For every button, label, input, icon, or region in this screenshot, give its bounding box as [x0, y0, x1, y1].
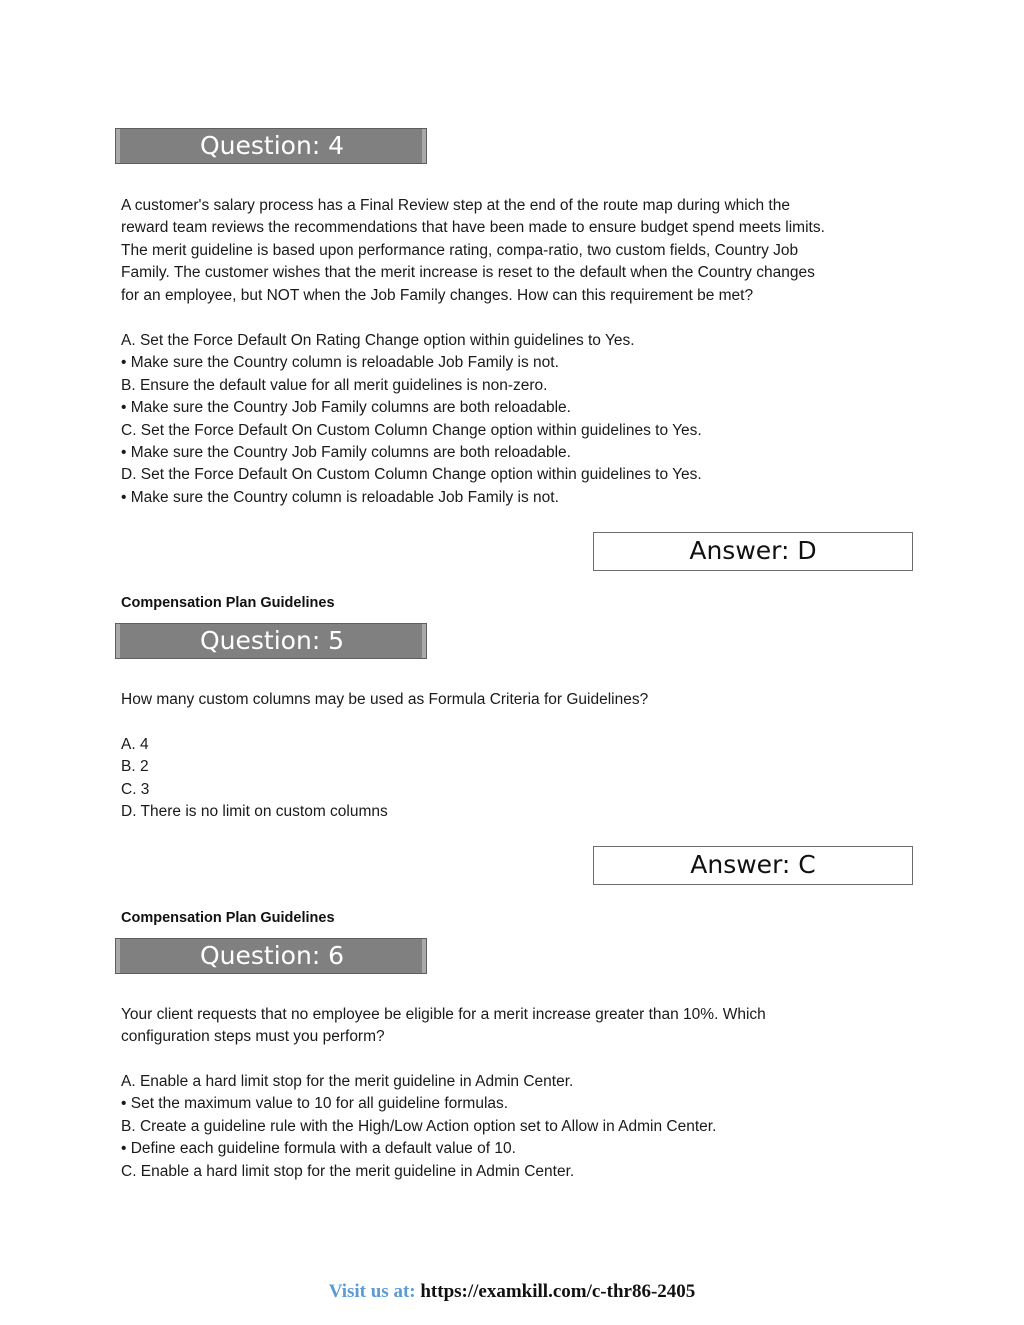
question-4-text [121, 195, 921, 307]
question-5-answer: Answer: C [690, 850, 816, 879]
option-line: • Make sure the Country Job Family columns are both reloadable. [121, 444, 571, 462]
question-text-line: The merit guideline is based upon performance rating, compa-ratio, two custom fields, Country Job [121, 241, 799, 259]
question-6-title: Question: 6 [200, 941, 345, 970]
question-6-text [121, 1004, 921, 1049]
option-line: • Set the maximum value to 10 for all guideline formulas. [121, 1095, 509, 1113]
question-5-header [115, 623, 427, 659]
option-line: D. Set the Force Default On Custom Column Change option within guidelines to Yes. [121, 466, 702, 484]
footer-link[interactable]: https://examkill.com/c-thr86-2405 [420, 1281, 696, 1302]
question-text-line: reward team reviews the recommendations that have been made to ensure budget spend meets limits. [121, 219, 825, 237]
option-line: C. Set the Force Default On Custom Column Change option within guidelines to Yes. [121, 421, 702, 439]
question-4-answer: Answer: D [689, 536, 817, 565]
question-6-header [115, 938, 427, 974]
option-line: D. There is no limit on custom columns [121, 803, 388, 821]
question-4-header [115, 128, 427, 164]
option-line: A. 4 [121, 736, 149, 753]
question-5-answer-box [593, 846, 913, 885]
question-text-line: for an employee, but NOT when the Job Family changes. How can this requirement be met? [121, 286, 754, 304]
option-line: A. Set the Force Default On Rating Change option within guidelines to Yes. [121, 332, 635, 349]
question-text-line: configuration steps must you perform? [121, 1028, 385, 1046]
question-4-options [121, 330, 921, 509]
question-text-line: How many custom columns may be used as Formula Criteria for Guidelines? [121, 691, 649, 708]
option-line: C. Enable a hard limit stop for the merit guideline in Admin Center. [121, 1162, 575, 1180]
question-text-line: Your client requests that no employee be eligible for a merit increase greater than 10%. Which [121, 1006, 766, 1023]
option-line: B. Ensure the default value for all merit guidelines is non-zero. [121, 376, 548, 394]
option-line: • Make sure the Country Job Family columns are both reloadable. [121, 399, 571, 417]
footer [0, 1281, 1024, 1303]
question-5-options [121, 734, 921, 824]
question-text-line: A customer's salary process has a Final Review step at the end of the route map during which the [121, 197, 790, 214]
footer-label: Visit us at: [328, 1281, 416, 1302]
question-4-answer-box [593, 532, 913, 571]
question-5-title: Question: 5 [200, 626, 345, 655]
question-5-topic: Compensation Plan Guidelines [121, 910, 335, 926]
option-line: • Define each guideline formula with a default value of 10. [121, 1140, 516, 1158]
question-5-text [121, 689, 921, 711]
option-line: B. Create a guideline rule with the High/Low Action option set to Allow in Admin Center. [121, 1117, 717, 1135]
question-6-options [121, 1071, 921, 1183]
option-line: C. 3 [121, 780, 150, 798]
option-line: B. 2 [121, 758, 149, 776]
option-line: • Make sure the Country column is reloadable Job Family is not. [121, 488, 559, 506]
question-4-topic: Compensation Plan Guidelines [121, 595, 335, 611]
option-line: • Make sure the Country column is reloadable Job Family is not. [121, 354, 559, 372]
question-text-line: Family. The customer wishes that the merit increase is reset to the default when the Country changes [121, 264, 815, 282]
option-line: A. Enable a hard limit stop for the merit guideline in Admin Center. [121, 1073, 574, 1090]
question-4-title: Question: 4 [200, 131, 345, 160]
